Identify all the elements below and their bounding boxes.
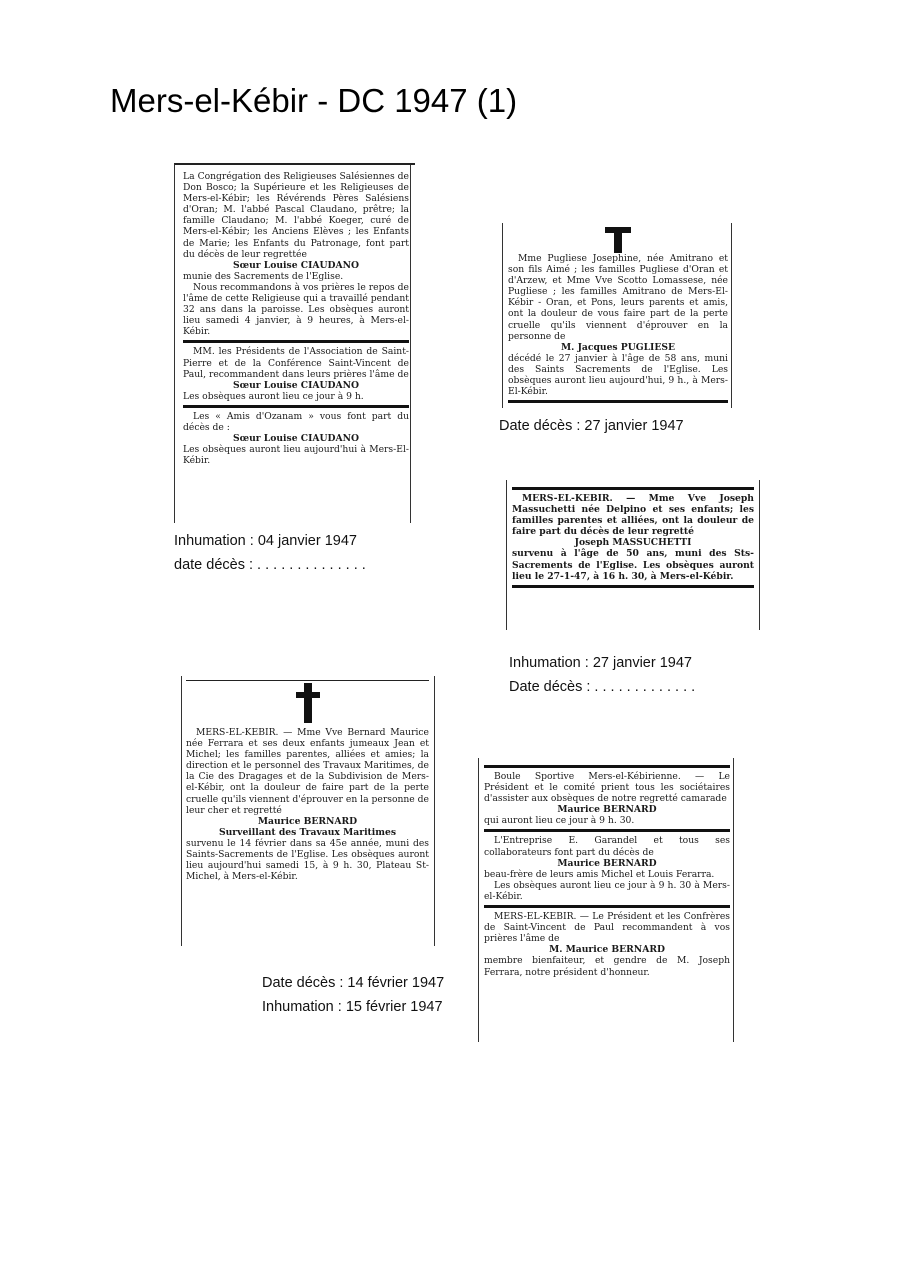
obituary-clipping-ciaudano (174, 163, 415, 523)
deceased-name: Maurice BERNARD (257, 815, 358, 827)
deceased-name: Sœur Louise CIAUDANO (232, 433, 360, 445)
notice-text: MERS-EL-KEBIR. — Le Président et les Confrères de Saint-Vincent de Paul recommandent à vos prières l'âme de (484, 911, 730, 945)
caption-inhumation: Inhumation : 27 janvier 1947 (509, 655, 692, 671)
notice-text: Boule Sportive Mers-el-Kébirienne. — Le Président et le comité prient tous les sociétaires d'assister aux obsèques de notre regretté camarade (484, 771, 730, 805)
cross-icon (296, 683, 320, 723)
column-rule (434, 676, 435, 946)
notice-text: Les « Amis d'Ozanam » vous font part du décès de : (183, 410, 409, 433)
divider (484, 905, 730, 908)
notice-text: Les obsèques auront lieu aujourd'hui à Mers-El-Kébir. (183, 444, 409, 467)
divider (183, 405, 409, 408)
notice-text: Les obsèques auront lieu ce jour à 9 h. 30 à Mers-el-Kébir. (484, 879, 730, 902)
column-rule (410, 165, 411, 523)
notice-text: Mme Pugliese Josephine, née Amitrano et son fils Aimé ; les familles Pugliese d'Oran et d'Arzew, et Mme Vve Scotto Lomassese, née Pugliese ; les familles Amitrano de Mers-El-Kébir - Oran, et Pons, leurs parents et amis, ont la douleur de vous faire part de la perte cruelle qu'ils viennent d'éprouver en la personne de (508, 253, 728, 342)
notice-text: membre bienfaiteur, et gendre de M. Joseph Ferrara, notre président d'honneur. (484, 955, 730, 978)
caption-date-deces: date décès : . . . . . . . . . . . . . . (174, 557, 366, 573)
deceased-name: Maurice BERNARD (557, 804, 657, 816)
caption-date-deces: Date décès : 27 janvier 1947 (499, 418, 684, 434)
deceased-name: Sœur Louise CIAUDANO (232, 379, 360, 391)
deceased-name: Sœur Louise CIAUDANO (232, 259, 360, 271)
notice-text: survenu à l'âge de 50 ans, muni des Sts-Sacrements de l'Eglise. Les obsèques auront lieu le 27-1-47, à 16 h. 30, à Mers-el-Kébir. (512, 548, 754, 582)
column-rule (506, 480, 507, 630)
deceased-name: M. Maurice BERNARD (549, 944, 665, 956)
notice-text: munie des Sacrements de l'Eglise. (183, 270, 344, 282)
notice-text: qui auront lieu ce jour à 9 h. 30. (484, 815, 635, 827)
column-rule (181, 676, 182, 946)
obituary-clipping-bernard (174, 676, 459, 946)
notice-text: Nous recommandons à vos prières le repos de l'âme de cette Religieuse qui a travaillé pendant 32 ans dans la paroisse. Les obsèques auront lieu samedi 4 janvier, à 9 heures, à Mers-el-Kébir. (183, 281, 409, 338)
caption-date-deces: Date décès : . . . . . . . . . . . . . (509, 679, 696, 695)
divider (508, 400, 728, 403)
deceased-name: M. Jacques PUGLIESE (561, 341, 675, 353)
notice-text: survenu le 14 février dans sa 45e année, muni des Saints-Sacrements de l'Eglise. Les obsèques auront lieu aujourd'hui samedi 15, à 9 h. 30, Plateau St-Michel, à Mers-el-Kébir. (186, 837, 429, 883)
divider (512, 585, 754, 588)
divider (183, 340, 409, 343)
divider (484, 765, 730, 768)
obituary-clipping-pugliese (488, 223, 748, 408)
notice-text: Les obsèques auront lieu ce jour à 9 h. (183, 390, 364, 402)
notice-text: décédé le 27 janvier à l'âge de 58 ans, muni des Saints Sacrements de l'Eglise. Les obsèques auront lieu aujourd'hui, 9 h., à Mers-El-Kébir. (508, 352, 728, 398)
deceased-name: Joseph MASSUCHETTI (574, 537, 692, 549)
cross-icon (605, 225, 631, 253)
notice-text: La Congrégation des Religieuses Salésiennes de Don Bosco; la Supérieure et les Religieuses de Mers-el-Kébir; les Révérends Pères Salésiens d'Oran; M. l'abbé Pascal Claudano, prêtre; la famille Claudano; M. l'abbé Koeger, curé de Mers-el-Kébir; les Anciens Elèves ; les Enfants de Marie; les Enfants du Patronage, font part du décès de leur regrettée (183, 171, 409, 260)
column-rule (759, 480, 760, 630)
divider (512, 487, 754, 490)
notice-text: MERS-EL-KEBIR. — Mme Vve Bernard Maurice née Ferrara et ses deux enfants jumeaux Jean et Michel; les familles parentes, alliées et amies; la direction et le personnel des Travaux Maritimes, de la Cie des Dragages et de la Subdivision de Mers-el-Kébir, ont la douleur de faire part de la perte cruelle qu'ils viennent d'éprouver en la personne de leur cher et regretté (186, 727, 429, 816)
notice-text: L'Entreprise E. Garandel et tous ses collaborateurs font part du décès de (484, 835, 730, 858)
caption-inhumation: Inhumation : 15 février 1947 (262, 999, 443, 1015)
column-rule (478, 758, 479, 1042)
obituary-clipping-massuchetti (496, 480, 768, 630)
page-title: Mers-el-Kébir - DC 1947 (1) (110, 82, 518, 119)
deceased-occupation: Surveillant des Travaux Maritimes (218, 826, 397, 838)
column-rule (731, 223, 732, 408)
divider (484, 829, 730, 832)
obituary-clipping-bernard-societies (474, 758, 736, 1042)
notice-text: beau-frère de leurs amis Michel et Louis Ferarra. (484, 868, 715, 880)
notice-text: MERS-EL-KEBIR. — Mme Vve Joseph Massuchetti née Delpino et ses enfants; les familles parentes et alliées, ont la douleur de faire part du décès de leur regretté (512, 493, 754, 538)
column-rule (733, 758, 734, 1042)
caption-date-deces: Date décès : 14 février 1947 (262, 975, 445, 991)
caption-inhumation: Inhumation : 04 janvier 1947 (174, 533, 357, 549)
divider (186, 680, 429, 681)
notice-text: MM. les Présidents de l'Association de Saint-Pierre et de la Conférence Saint-Vincent de Paul, recommandent dans leurs prières l'âme de (183, 346, 409, 380)
deceased-name: Maurice BERNARD (557, 857, 657, 869)
column-rule (502, 223, 503, 408)
